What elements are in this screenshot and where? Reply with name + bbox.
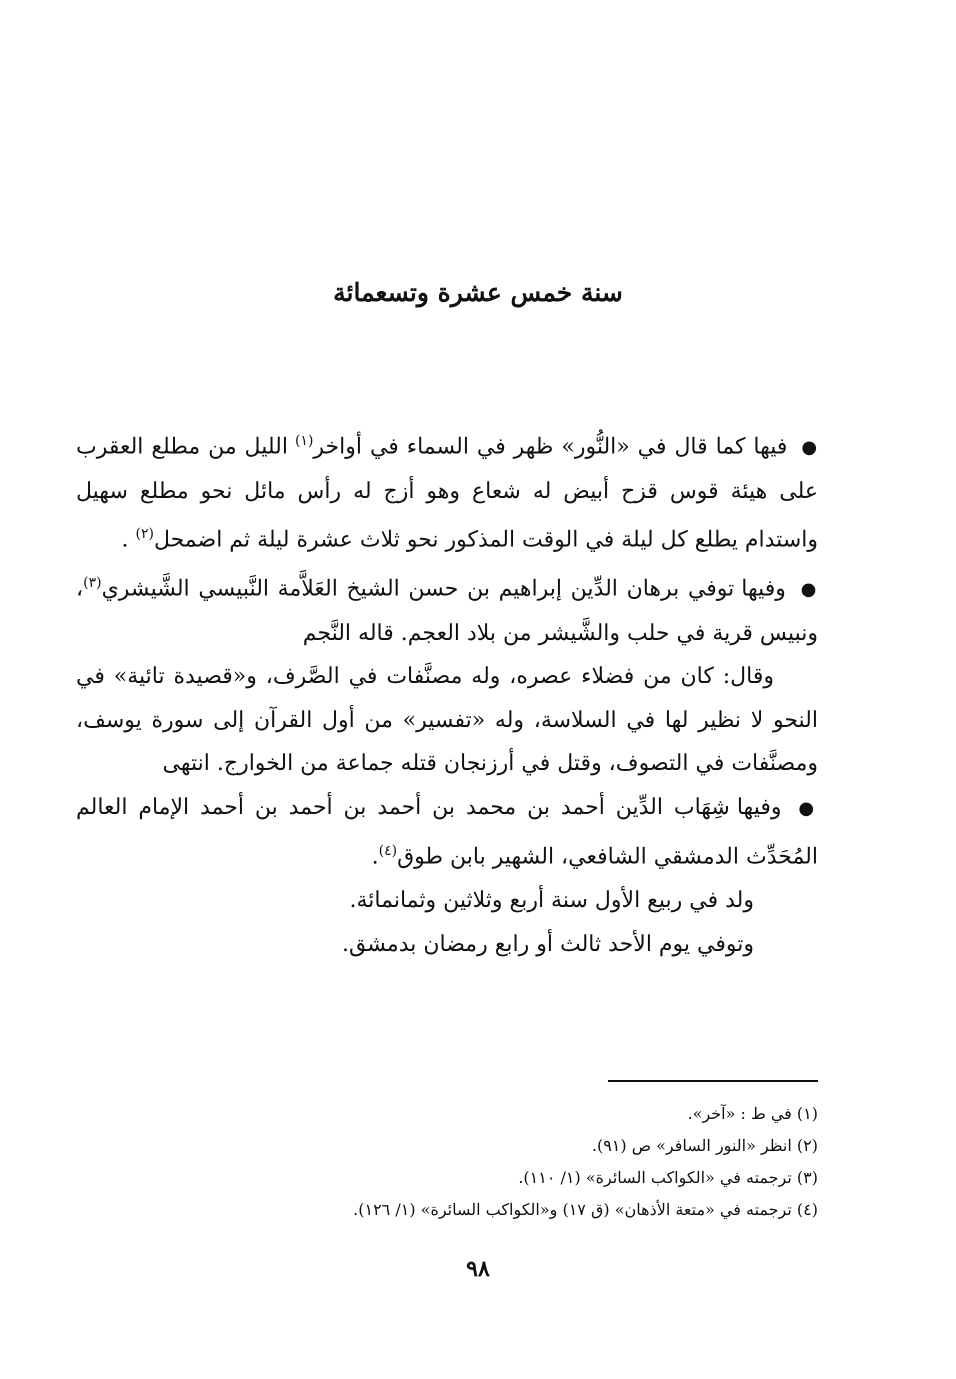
body-text (76, 420, 818, 966)
paragraph-3: وقال: كان من فضلاء عصره، وله مصنَّفات في الصَّرف، و«قصيدة تائية» في النحو لا نظير لها في السلاسة، وله «تفسير» من أول القرآن إلى سورة يوسف، ومصنَّفات في التصوف، وقتل في أرزنجان قتله جماعة من الخوارج. انتهى (76, 664, 818, 777)
footnote-ref-1: (١) (294, 433, 314, 449)
paragraph-4-text-b: . (371, 844, 379, 870)
bullet-icon: ● (801, 437, 818, 459)
paragraph-1-text-a: فيها كما قال في «النُّور» ظهر في السماء في أواخر (313, 434, 788, 460)
paragraph-1 (76, 420, 818, 562)
paragraph-4-text-a: وفيها شِهَاب الدِّين أحمد بن محمد بن أحمد بن أحمد بن أحمد الإمام العالم المُحَدِّث الدمشقي الشافعي، الشهير بابن طوق (76, 794, 818, 870)
footnote-ref-3: (٣) (83, 575, 102, 592)
paragraph-5: ولد في ربيع الأول سنة أربع وثلاثين وثمانمائة. (349, 888, 754, 914)
footnote-2: (٢) انظر «النور السافر» ص (٩١). (591, 1136, 818, 1155)
paragraph-1-text-c: . (121, 527, 136, 553)
paragraph-4 (76, 786, 818, 879)
paragraph-2 (76, 562, 818, 655)
paragraph-1-text-b: الليل من مطلع العقرب على هيئة قوس قزح أبيض له شعاع وهو أزج له رأس مائل نحو مطلع سهيل واستدام يطلع كل ليلة في الوقت المذكور نحو ثلاث عشرة ليلة ثم اضمحل (76, 434, 818, 553)
footnote-4: (٤) ترجمته في «متعة الأذهان» (ق ١٧) و«الكواكب السائرة» (١/ ١٢٦). (353, 1200, 818, 1219)
bullet-icon: ● (798, 797, 818, 819)
footnote-ref-2: (٢) (135, 526, 154, 543)
footnote-1: (١) في ط : «آخر». (687, 1104, 818, 1123)
footnote-ref-4: (٤) (378, 843, 398, 860)
paragraph-2-text-b: ، ونبيس قرية في حلب والشَّيشر من بلاد العجم. قاله النَّجم (76, 576, 818, 646)
chapter-title: سنة خمس عشرة وتسعمائة (333, 278, 623, 307)
footnotes (200, 1098, 818, 1226)
paragraph-2-text-a: وفيها توفي برهان الدِّين إبراهيم بن حسن الشيخ العَلاَّمة النَّبيسي الشَّيشري (101, 576, 786, 602)
footnote-3: (٣) ترجمته في «الكواكب السائرة» (١/ ١١٠). (518, 1168, 818, 1187)
footnote-divider (608, 1080, 818, 1082)
paragraph-6: وتوفي يوم الأحد ثالث أو رابع رمضان بدمشق. (341, 931, 754, 957)
bullet-icon: ● (800, 579, 818, 601)
page-number: ٩٨ (466, 1256, 490, 1282)
